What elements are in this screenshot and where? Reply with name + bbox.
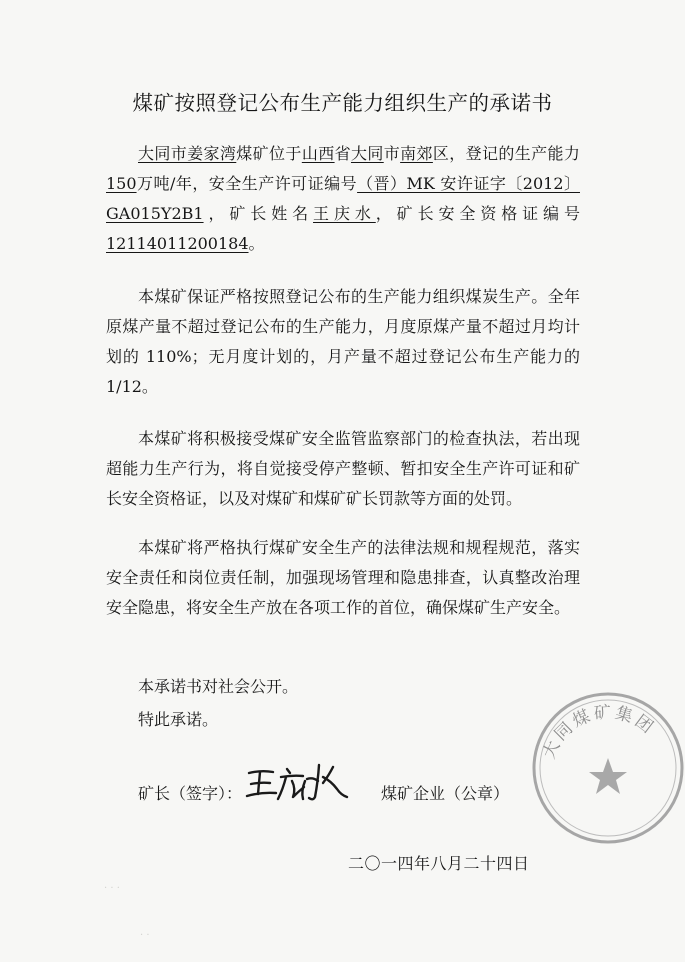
- capacity: 150: [106, 174, 137, 193]
- paragraph-safety-pledge: 本煤矿将严格执行煤矿安全生产的法律法规和规程规范，落实安全责任和岗位责任制，加强现场管理和隐患排查，认真整改治理安全隐患，将安全生产放在各项工作的首位，确保煤矿生产安全。: [106, 538, 580, 617]
- scan-noise: · ·: [140, 930, 150, 941]
- company-seal-label: 煤矿企业（公章）: [381, 784, 510, 803]
- paragraph-capacity-pledge: 本煤矿保证严格按照登记公布的生产能力组织煤炭生产。全年原煤产量不超过登记公布的生产能力，月度原煤产量不超过月均计划的 110%；无月度计划的，月产量不超过登记公布生产能力的 1/12。: [106, 287, 580, 396]
- paragraph-public: 本承诺书对社会公开。: [138, 677, 299, 696]
- signature-label: 矿长（签字）：: [138, 784, 243, 803]
- province: 山西: [301, 144, 335, 163]
- handwritten-signature: [243, 757, 353, 807]
- signing-date: 二〇一四年八月二十四日: [348, 854, 530, 873]
- text-fragment: 市: [383, 144, 401, 163]
- paragraph-mine-info: [106, 139, 580, 259]
- director-name: 王庆水: [313, 204, 376, 223]
- text-fragment: 区，登记的生产能力: [432, 144, 580, 163]
- text-fragment: 。: [248, 234, 265, 253]
- paragraph-inspection-pledge: 本煤矿将积极接受煤矿安全监管监察部门的检查执法，若出现超能力生产行为，将自觉接受停产整顿、暂扣安全生产许可证和矿长安全资格证，以及对煤矿和煤矿矿长罚款等方面的处罚。: [106, 429, 580, 508]
- document-title: 煤矿按照登记公布生产能力组织生产的承诺书: [132, 91, 553, 115]
- certificate-number: 12114011200184: [106, 234, 249, 253]
- text-fragment: ，矿长姓名: [203, 204, 314, 223]
- district: 南郊: [400, 144, 433, 163]
- city: 大同: [350, 144, 384, 163]
- text-fragment: 煤矿位于: [236, 144, 302, 163]
- license-number: （晋）MK 安许证字〔2012〕GA015Y2B1: [106, 174, 580, 223]
- text-fragment: ，矿长安全资格证编号: [375, 204, 580, 223]
- official-seal: [528, 688, 685, 848]
- text-fragment: 省: [334, 144, 351, 163]
- svg-text:大同煤矿集团: 大同煤矿集团: [539, 702, 659, 762]
- mine-name: 大同市姜家湾: [138, 144, 237, 163]
- text-fragment: 万吨/年，安全生产许可证编号: [136, 174, 358, 193]
- scan-noise: · · ·: [104, 883, 120, 894]
- paragraph-closing: 特此承诺。: [138, 710, 219, 729]
